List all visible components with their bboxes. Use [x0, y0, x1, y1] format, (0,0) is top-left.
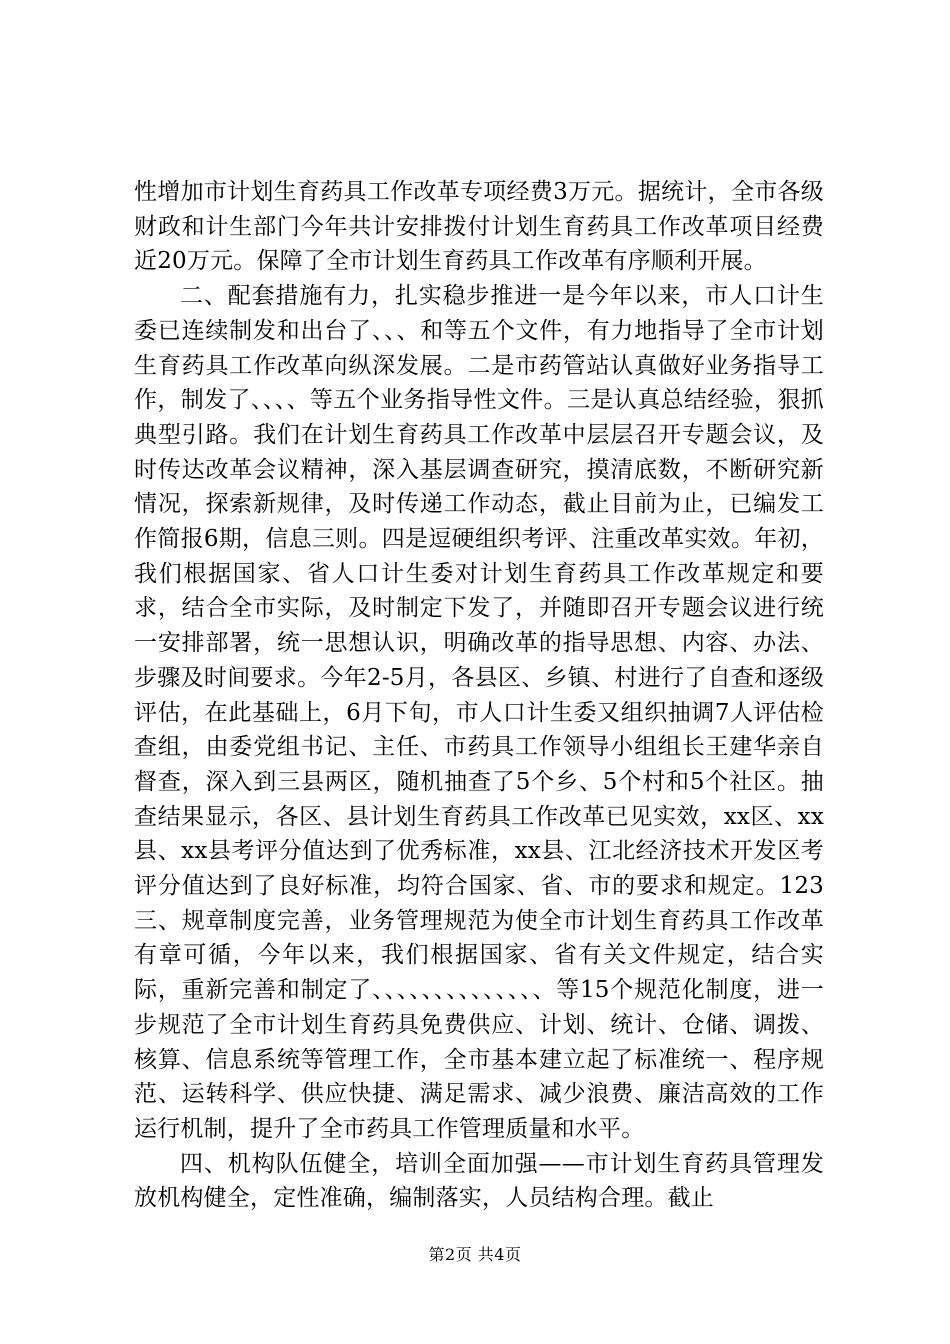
paragraph-funding: 性增加市计划生育药具工作改革专项经费3万元。据统计，全市各级财政和计生部门今年共计安排拨付计划生育药具工作改革项目经费近20万元。保障了全市计划生育药具工作改革有序顺利开展。 [134, 179, 824, 275]
document-body [134, 175, 824, 1216]
paragraph-institutions: 四、机构队伍健全，培训全面加强——市计划生育药具管理发放机构健全，定性准确，编制落实，人员结构合理。截止 [134, 1150, 824, 1212]
paragraph-measures: 二、配套措施有力，扎实稳步推进一是今年以来，市人口计生委已连续制发和出台了、、、和等五个文件，有力地指导了全市计划生育药具工作改革向纵深发展。二是市药管站认真做好业务指导工作，制发了、、、、等五个业务指导性文件。三是认真总结经验，狠抓典型引路。我们在计划生育药具工作改革中层层召开专题会议，及时传达改革会议精神，深入基层调查研究，摸清底数，不断研究新情况，探索新规律，及时传递工作动态，截止目前为止，已编发工作简报6期，信息三则。四是逗硬组织考评、注重改革实效。年初，我们根据国家、省人口计生委对计划生育药具工作改革规定和要求，结合全市实际，及时制定下发了，并随即召开专题会议进行统一安排部署，统一思想认识，明确改革的指导思想、内容、办法、步骤及时间要求。今年2-5月，各县区、乡镇、村进行了自查和逐级评估，在此基础上，6月下旬，市人口计生委又组织抽调7人评估检查组，由委党组书记、主任、市药具工作领导小组组长王建华亲自督查，深入到三县两区，随机抽查了5个乡、5个村和5个社区。抽查结果显示，各区、县计划生育药具工作改革已见实效，xx区、xx县、xx县考评分值达到了优秀标准，xx县、江北经济技术开发区考评分值达到了良好标准，均符合国家、省、市的要求和规定。123三、规章制度完善，业务管理规范为使全市计划生育药具工作改革有章可循，今年以来，我们根据国家、省有关文件规定，结合实际，重新完善和制定了、、、、、、、、、、、、、、等15个规范化制度，进一步规范了全市计划生育药具免费供应、计划、统计、仓储、调拨、核算、信息系统等管理工作，全市基本建立起了标准统一、程序规范、运转科学、供应快捷、满足需求、减少浪费、廉洁高效的工作运行机制，提升了全市药具工作管理质量和水平。 [134, 283, 824, 1142]
page-footer: 第2页 共4页 [428, 1245, 522, 1264]
